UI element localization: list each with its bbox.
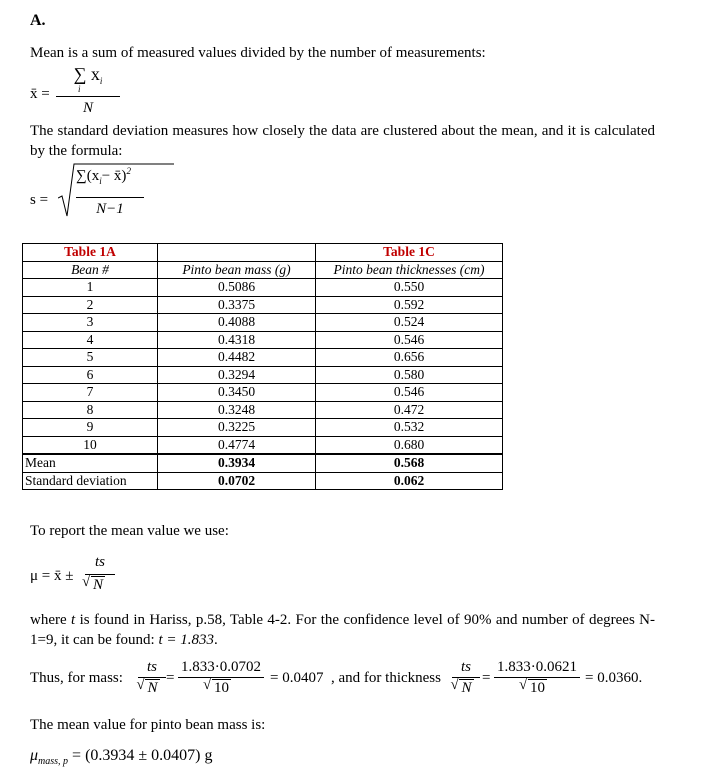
mean-formula-lhs: x̄ =	[30, 86, 50, 102]
table-cell: 2	[23, 296, 158, 314]
table-cell: 7	[23, 384, 158, 402]
table-cell: 0.3225	[158, 419, 316, 437]
mass-mean-intro-text: The mean value for pinto bean mass is:	[30, 717, 266, 733]
table-cell: 6	[23, 366, 158, 384]
stat-label: Mean	[23, 454, 158, 472]
table-cell: 0.4482	[158, 349, 316, 367]
table-cell: 8	[23, 401, 158, 419]
stat-value: 0.062	[316, 472, 503, 490]
table-cell: 0.3375	[158, 296, 316, 314]
table-cell: 0.546	[316, 384, 503, 402]
mean-fraction-bar	[56, 96, 120, 97]
sd-intro-text: The standard deviation measures how closely the data are clustered about the mean, and it is calculated by the formula:	[30, 123, 655, 159]
t-value-paragraph: where t is found in Hariss, p.58, Table 4-2. For the confidence level of 90% and number of degrees N-1=9, it can be found: t = 1.833.	[30, 612, 655, 648]
report-formula-numerator: ts	[94, 554, 105, 570]
section-label: A.	[30, 12, 46, 29]
table-header-cell	[158, 244, 316, 262]
mass-result: = 0.0407	[270, 670, 324, 686]
table-row	[23, 296, 503, 314]
table-subheader-row	[23, 261, 503, 279]
table-cell: 0.5086	[158, 279, 316, 297]
thickness-result: = 0.0360.	[585, 670, 643, 686]
thickness-label: , and for thickness	[331, 670, 441, 686]
thus-label: Thus, for mass:	[30, 670, 123, 686]
table-row	[23, 419, 503, 437]
table-cell: 0.4318	[158, 331, 316, 349]
mass-mean-formula: $\mu_{mass, p} = (0.3934 \pm 0.0407)$ g	[30, 747, 213, 768]
thickness-value-fraction: 1.833·0.0621 √ 10	[494, 659, 580, 697]
table-cell: 0.680	[316, 436, 503, 454]
sd-formula-lhs: s =	[30, 192, 49, 208]
stat-label: Standard deviation	[23, 472, 158, 490]
table-cell: 1	[23, 279, 158, 297]
column-header: Bean #	[23, 261, 158, 279]
column-header: Pinto bean thicknesses (cm)	[316, 261, 503, 279]
table-row	[23, 366, 503, 384]
table-cell: 0.3248	[158, 401, 316, 419]
stat-value: 0.0702	[158, 472, 316, 490]
column-header: Pinto bean mass (g)	[158, 261, 316, 279]
table-row	[23, 384, 503, 402]
thickness-ts-fraction: ts √ N	[452, 659, 480, 697]
table-row	[23, 349, 503, 367]
table-cell: 3	[23, 314, 158, 332]
table-cell: 0.3294	[158, 366, 316, 384]
table-cell: 9	[23, 419, 158, 437]
table-cell: 5	[23, 349, 158, 367]
thus-calculation-line: Thus, for mass: ts √ N = 1.833·0.0702 √ 10 = 0.0407 , and for thickness ts √ N = 1.833·0.0621 √ 10 = 0.0360.	[30, 659, 670, 703]
mean-formula-numerator: ∑ $x_i$ i	[73, 64, 103, 94]
table-cell: 4	[23, 331, 158, 349]
report-intro-text: To report the mean value we use:	[30, 523, 229, 539]
mean-row	[23, 454, 503, 472]
table-row	[23, 401, 503, 419]
report-formula-denominator: √ N	[90, 576, 105, 594]
sd-formula-numerator: $\sum(x_i-$ x̄)$^2$	[76, 166, 131, 186]
mean-intro-text: Mean is a sum of measured values divided by the number of measurements:	[30, 45, 486, 61]
sd-fraction-bar	[76, 197, 144, 198]
sd-formula-denominator: N−1	[96, 201, 124, 217]
table-row	[23, 314, 503, 332]
mass-ts-fraction: ts √ N	[138, 659, 166, 697]
table-cell: 0.546	[316, 331, 503, 349]
table-row	[23, 436, 503, 454]
mass-value-fraction: 1.833·0.0702 √ 10	[178, 659, 264, 697]
table-header-row	[23, 244, 503, 262]
table-cell: 0.550	[316, 279, 503, 297]
table-cell: 0.592	[316, 296, 503, 314]
table-cell: 0.656	[316, 349, 503, 367]
table-cell: 10	[23, 436, 158, 454]
table-row	[23, 331, 503, 349]
stat-value: 0.568	[316, 454, 503, 472]
bean-data-table	[22, 243, 503, 490]
table-header-cell: Table 1C	[316, 244, 503, 262]
table-cell: 0.472	[316, 401, 503, 419]
table-cell: 0.3450	[158, 384, 316, 402]
sd-row	[23, 472, 503, 490]
table-cell: 0.4774	[158, 436, 316, 454]
mean-formula-denominator: N	[82, 100, 93, 116]
table-cell: 0.580	[316, 366, 503, 384]
table-header-cell: Table 1A	[23, 244, 158, 262]
stat-value: 0.3934	[158, 454, 316, 472]
table-cell: 0.4088	[158, 314, 316, 332]
report-formula-lhs: μ = x̄ ±	[30, 568, 74, 584]
table-row	[23, 279, 503, 297]
table-cell: 0.524	[316, 314, 503, 332]
table-cell: 0.532	[316, 419, 503, 437]
